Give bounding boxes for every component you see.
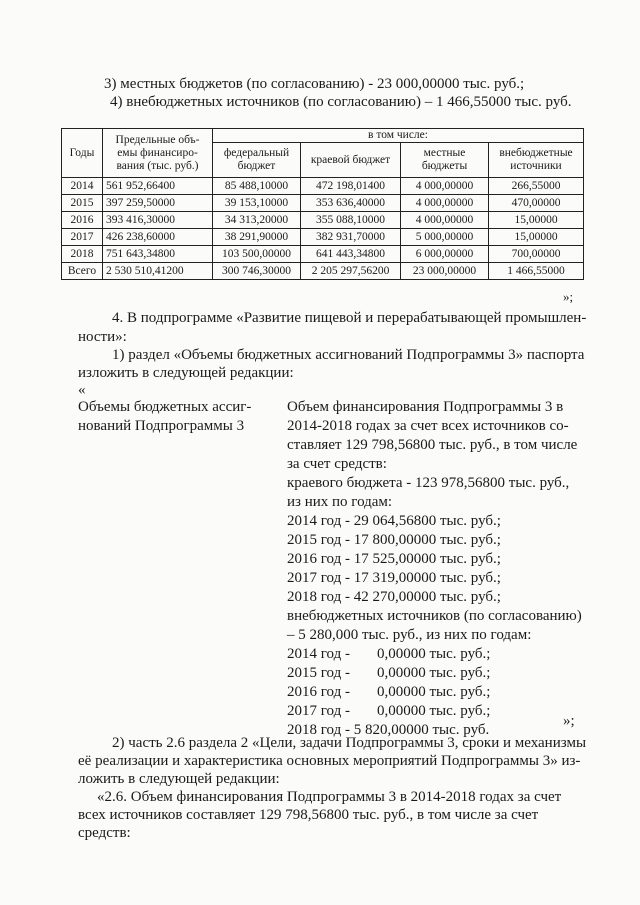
passport-year-label: 2015 год - (287, 665, 350, 681)
passport-year-2018: 2018 год - 5 820,00000 тыс. руб. (287, 722, 490, 738)
table-cell: 382 931,70000 (301, 229, 401, 246)
section4-title-b: ности»: (78, 329, 127, 345)
table-cell: 34 313,20000 (213, 212, 301, 229)
part2-line-a: 2) часть 2.6 раздела 2 «Цели, задачи Подпрограммы 3, сроки и механизмы (112, 735, 587, 751)
table-row (62, 263, 584, 280)
header-federal: федеральный бюджет (213, 143, 301, 178)
table-cell: 2016 (62, 212, 103, 229)
passport-line: 2015 год - 17 800,00000 тыс. руб.; (287, 532, 501, 548)
part2-line-b: её реализации и характеристика основных мероприятий Подпрограммы 3» из- (78, 753, 581, 769)
passport-line: – 5 280,000 тыс. руб., из них по годам: (287, 627, 532, 643)
table-cell: 2018 (62, 246, 103, 263)
passport-line: 2017 год - 17 319,00000 тыс. руб.; (287, 570, 501, 586)
table-cell: 470,00000 (489, 195, 584, 212)
table-cell: 1 466,55000 (489, 263, 584, 280)
table-cell: 561 952,66400 (103, 178, 213, 195)
table-cell: 397 259,50000 (103, 195, 213, 212)
header-regional: краевой бюджет (301, 143, 401, 178)
table-cell: 700,00000 (489, 246, 584, 263)
header-years: Годы (62, 129, 103, 178)
passport-close: »; (563, 713, 575, 729)
table-cell: 472 198,01400 (301, 178, 401, 195)
section4-item1-a: 1) раздел «Объемы бюджетных ассигнований Подпрограммы 3» паспорта (112, 347, 585, 363)
passport-line: из них по годам: (287, 494, 393, 510)
passport-line: 2016 год - 17 525,00000 тыс. руб.; (287, 551, 501, 567)
section4-item1-b: изложить в следующей редакции: (78, 365, 294, 381)
table-cell: 355 088,10000 (301, 212, 401, 229)
table-cell: 2015 (62, 195, 103, 212)
passport-line: внебюджетных источников (по согласованию) (287, 608, 582, 624)
part2-line-e: всех источников составляет 129 798,56800 тыс. руб., в том числе за счет (78, 807, 539, 823)
table-cell: 4 000,00000 (401, 212, 489, 229)
passport-line: ставляет 129 798,56800 тыс. руб., в том числе (287, 437, 578, 453)
table-cell: 5 000,00000 (401, 229, 489, 246)
passport-line: 2014 год - 29 064,56800 тыс. руб.; (287, 513, 501, 529)
table-cell: 426 238,60000 (103, 229, 213, 246)
table-cell: 300 746,30000 (213, 263, 301, 280)
passport-year-label: 2016 год - (287, 684, 350, 700)
table-cell: 15,00000 (489, 229, 584, 246)
intro-line-local: 3) местных бюджетов (по согласованию) - 23 000,00000 тыс. руб.; (104, 76, 525, 92)
table-cell: 641 443,34800 (301, 246, 401, 263)
passport-year-row (287, 702, 587, 721)
section4-title-a: 4. В подпрограмме «Развитие пищевой и перерабатывающей промышлен- (112, 310, 587, 326)
part2-line-f: средств: (78, 825, 131, 841)
passport-year-label: 2017 год - (287, 703, 350, 719)
table-cell: 353 636,40000 (301, 195, 401, 212)
intro-line-extra: 4) внебюджетных источников (по согласованию) – 1 466,55000 тыс. руб. (110, 94, 572, 110)
table-cell: Всего (62, 263, 103, 280)
table-cell: 38 291,90000 (213, 229, 301, 246)
header-extra: внебюджетные источники (489, 143, 584, 178)
table-cell: 15,00000 (489, 212, 584, 229)
table-row (62, 229, 584, 246)
passport-line: 2018 год - 42 270,00000 тыс. руб.; (287, 589, 501, 605)
table-cell: 2 205 297,56200 (301, 263, 401, 280)
passport-year-value: 0,00000 тыс. руб.; (377, 684, 491, 700)
passport-year-value: 0,00000 тыс. руб.; (377, 703, 491, 719)
part2-line-d: «2.6. Объем финансирования Подпрограммы 3 в 2014-2018 годах за счет (97, 789, 562, 805)
quote-open: « (78, 382, 86, 398)
passport-line: за счет средств: (287, 456, 387, 472)
table-cell: 39 153,10000 (213, 195, 301, 212)
passport-line: краевого бюджета - 123 978,56800 тыс. руб., (287, 475, 570, 491)
header-local: местные бюджеты (401, 143, 489, 178)
passport-year-row (287, 664, 587, 683)
header-total: Предельные объ-емы финансиро-вания (тыс. руб.) (103, 129, 213, 178)
table-cell: 85 488,10000 (213, 178, 301, 195)
financing-table (61, 128, 584, 280)
table-cell: 751 643,34800 (103, 246, 213, 263)
part2-line-c: ложить в следующей редакции: (78, 771, 280, 787)
passport-year-row (287, 683, 587, 702)
passport-line: 2014-2018 годах за счет всех источников со- (287, 418, 569, 434)
table-row (62, 246, 584, 263)
table-cell: 2 530 510,41200 (103, 263, 213, 280)
table-row (62, 178, 584, 195)
header-including: в том числе: (213, 129, 584, 143)
table-cell: 266,55000 (489, 178, 584, 195)
table-cell: 4 000,00000 (401, 178, 489, 195)
table-cell: 103 500,00000 (213, 246, 301, 263)
passport-year-value: 0,00000 тыс. руб.; (377, 646, 491, 662)
table-row (62, 195, 584, 212)
table-close: »; (563, 289, 574, 304)
table-cell: 2014 (62, 178, 103, 195)
table-cell: 6 000,00000 (401, 246, 489, 263)
passport-year-row (287, 645, 587, 664)
passport-line: Объем финансирования Подпрограммы 3 в (287, 399, 564, 415)
table-cell: 4 000,00000 (401, 195, 489, 212)
passport-year-value: 0,00000 тыс. руб.; (377, 665, 491, 681)
table-cell: 23 000,00000 (401, 263, 489, 280)
table-row (62, 212, 584, 229)
table-cell: 2017 (62, 229, 103, 246)
passport-content (287, 398, 587, 740)
table-cell: 393 416,30000 (103, 212, 213, 229)
passport-year-label: 2014 год - (287, 646, 350, 662)
passport-label: Объемы бюджетных ассиг-нований Подпрограммы 3 (78, 399, 252, 434)
